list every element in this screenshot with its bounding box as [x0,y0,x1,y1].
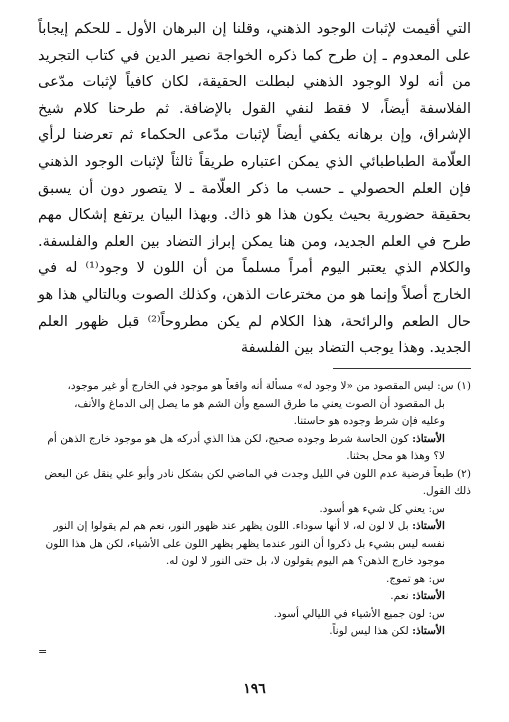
body-text [38,16,471,362]
footnote-text: كون الحاسة شرط وجوده صحيح، لكن هذا الذي أدركه هل هو موجود خارج الذهن أم لا؟ وهذا هو محل بحثنا. [47,432,445,462]
dialogue-answer: لكن هذا ليس لوناً. [329,625,409,637]
footnote-2 [38,466,471,641]
footnote-text: س: ليس المقصود من «لا وجود له» مسألة أنه واقعاً هو موجود في الخارج أو غير موجود، [67,380,454,392]
footnote-separator [333,368,471,369]
page-number: ١٩٦ [243,681,266,697]
footnote-number: (١) [457,380,471,392]
dialogue-answer: نعم. [390,590,409,602]
footnotes [38,378,471,641]
dialogue-answer: بل لا لون له، لا أنها سوداء. اللون يظهر عند ظهور النور، نعم هم لم يقولوا إن النور نفسه ليس بشيء بل ذكروا أن النور عندما يظهر يظهر اللون على الأشياء، لكن هل هذا اللون موجود خارج الذهن؟ هم اليوم يقولون لا، بل حتى النور لا لون له. [45,520,445,567]
speaker-label: الأستاذ: [412,432,445,445]
speaker-label: الأستاذ: [412,520,445,532]
footnote-number: (٢) [457,467,471,480]
dialogue-question: س: لون جميع الأشياء في الليالي أسود. [273,607,445,620]
footnote-1 [38,378,471,466]
footnote-text: طبعاً فرضية عدم اللون في الليل وجدت في الماضي لكن بشكل نادر وأبو علي ينقل عن البعض ذلك القول. [44,467,471,497]
footnote-text: وعليه فإن شرط وجوده هو حاستنا. [293,415,445,427]
continuation-marker: = [38,645,48,658]
speaker-label: الأستاذ: [412,625,445,637]
body-paragraph: التي أقيمت لإثبات الوجود الذهني، وقلنا إن البرهان الأول ـ للحكم إيجاباً على المعدوم ـ إن طرح كما ذكره الخواجة نصير الدين في كتاب التجريد من أنه لولا الوجود الذهني لبطلت الحقيقة، لكان كافياً لإثبات مدّعى الفلاسفة أيضاً، لا فقط لنفي القول بالإضافة. ثم طرحنا كلام شيخ الإشراق، وإن برهانه يكفي أيضاً لإثبات مدّعى الحكماء ثم تعرضنا لرأي العلّامة الطباطبائي الذي يمكن اعتباره طريقاً ثالثاً لإثبات الوجود الذهني فإن العلم الحصولي ـ حسب ما ذكر العلّامة ـ لا يتصور دون أن يسبق بحقيقة حضورية بحيث يكون هذا هو ذاك. وبهذا البيان يرتفع إشكال مهم طرح في العلم الجديد، ومن هنا يمكن إبراز التضاد بين العلم والفلسفة. والكلام الذي يعتبر اليوم أمراً مسلماً من أن اللون لا وجود⁽¹⁾ له في الخارج أصلاً وإنما هو من مخترعات الذهن، وكذلك الصوت وبالتالي هذا هو حال الطعم والرائحة، هذا الكلام لم يكن مطروحاً⁽²⁾ قبل ظهور العلم الجديد. وهذا يوجب التضاد بين الفلسفة [38,21,471,357]
dialogue-question: س: يعني كل شيء هو أسود. [319,502,445,515]
footnote-text: بل المقصود أن الصوت يعني ما طرق السمع وأن الشم هو ما يصل إلى الدماغ والأنف، [74,397,445,410]
dialogue-question: س: هو تموج. [385,572,445,585]
speaker-label: الأستاذ: [412,590,445,602]
